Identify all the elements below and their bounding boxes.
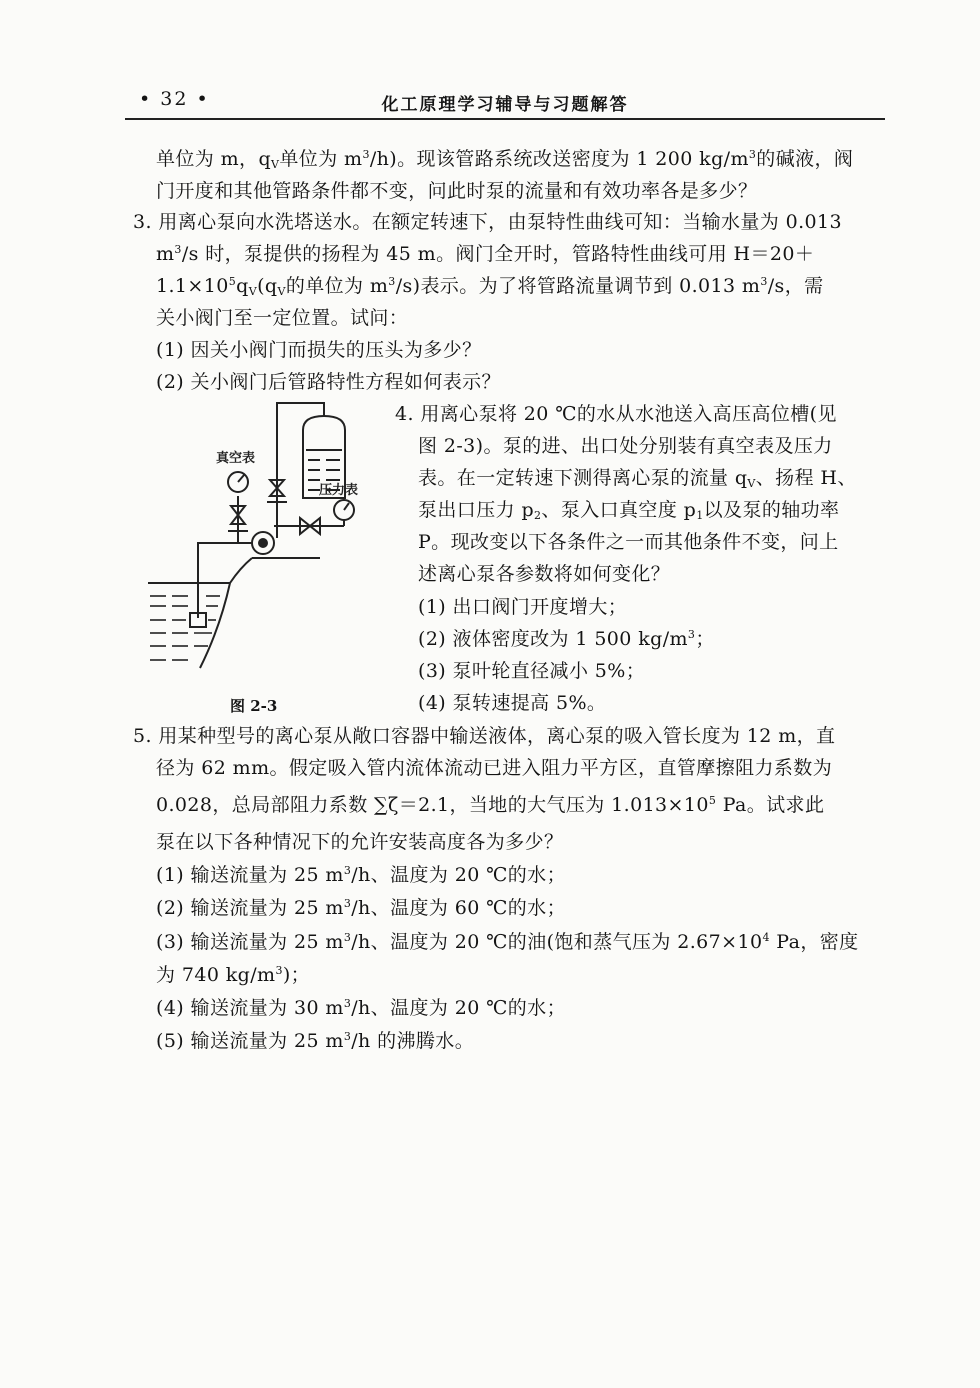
vacuum-gauge-label: 真空表 [216,451,256,466]
problem-4-line: 图 2-3)。泵的进、出口处分别装有真空表及压力 [418,435,833,457]
problem-3-line: $1.1\times 10^5q_V(q_V$的单位为 $m^3/s$)表示。为了将管路流量调节到 0.013 $m^3/s$，需 [156,275,824,298]
pressure-gauge-label: 压力表 [319,483,359,498]
problem-5-question: 为 740 $kg/m^3$)； [156,964,311,986]
problem-4-question: (2) 液体密度改为 1 500 $kg/m^3$； [418,628,715,650]
problem-4-question: (4) 泵转速提高 5%。 [418,692,607,714]
problem-3-line: $m^3/s$ 时，泵提供的扬程为 45 m。阀门全开时，管路特性曲线可用 H＝20＋ [156,243,815,265]
problem-5-line: 0.028，总局部阻力系数 ∑ζ＝2.1，当地的大气压为 $1.013\times 10^5$ Pa。试求此 [156,794,825,816]
pool-bank [200,558,252,668]
problem-5-question: (4) 输送流量为 30 $m^3/h$、温度为 20 ℃的水； [156,997,566,1019]
problem-3-line: 关小阀门至一定位置。试问： [156,307,409,329]
problem-3-question: (1) 因关小阀门而损失的压头为多少？ [156,339,482,361]
problem-5-question: (2) 输送流量为 25 $m^3/h$、温度为 60 ℃的水； [156,897,566,919]
problem-4-question: (3) 泵叶轮直径减小 5%； [418,660,646,682]
problem-5-question: (1) 输送流量为 25 $m^3/h$、温度为 20 ℃的水； [156,864,566,886]
problem-5-line: 泵在以下各种情况下的允许安装高度各为多少？ [156,831,564,853]
problem-4-line: 泵出口压力 $p_2$、泵入口真空度 $p_1$以及泵的轴功率 [418,499,840,522]
problem-5-line: 径为 62 mm。假定吸入管内流体流动已进入阻力平方区，直管摩擦阻力系数为 [156,757,833,779]
pump-system-figure [140,398,385,683]
running-header [125,86,885,120]
problem-4-line: 表。在一定转速下测得离心泵的流量 $q_V$、扬程 H、 [418,467,857,490]
problem-3-question: (2) 关小阀门后管路特性方程如何表示？ [156,371,501,393]
problem-4-question: (1) 出口阀门开度增大； [418,596,628,618]
problem-5-question: (3) 输送流量为 25 $m^3/h$、温度为 20 ℃的油(饱和蒸气压为 $2.67\times 10^4$ Pa，密度 [156,931,859,953]
book-title: 化工原理学习辅导与习题解答 [381,95,629,115]
text-line: 门开度和其他管路条件都不变，问此时泵的流量和有效功率各是多少？ [156,180,758,202]
problem-5-line: 5. 用某种型号的离心泵从敞口容器中输送液体，离心泵的吸入管长度为 12 m，直 [133,725,836,747]
page-number: • 32 • [139,88,210,110]
text-line: 单位为 m，$q_V$单位为 $m^3/h$)。现该管路系统改送密度为 1 200 $kg/m^3$的碱液，阀 [156,148,854,171]
problem-4-line: P。现改变以下各条件之一而其他条件不变，问上 [418,531,839,553]
problem-4-line: 述离心泵各参数将如何变化？ [418,563,671,585]
figure-caption: 图 2-3 [230,697,278,715]
problem-3-line: 3. 用离心泵向水洗塔送水。在额定转速下，由泵特性曲线可知：当输水量为 0.013 [133,211,843,233]
problem-5-question: (5) 输送流量为 25 $m^3/h$ 的沸腾水。 [156,1030,475,1052]
problem-4-line: 4. 用离心泵将 20 ℃的水从水池送入高压高位槽(见 [395,403,837,425]
